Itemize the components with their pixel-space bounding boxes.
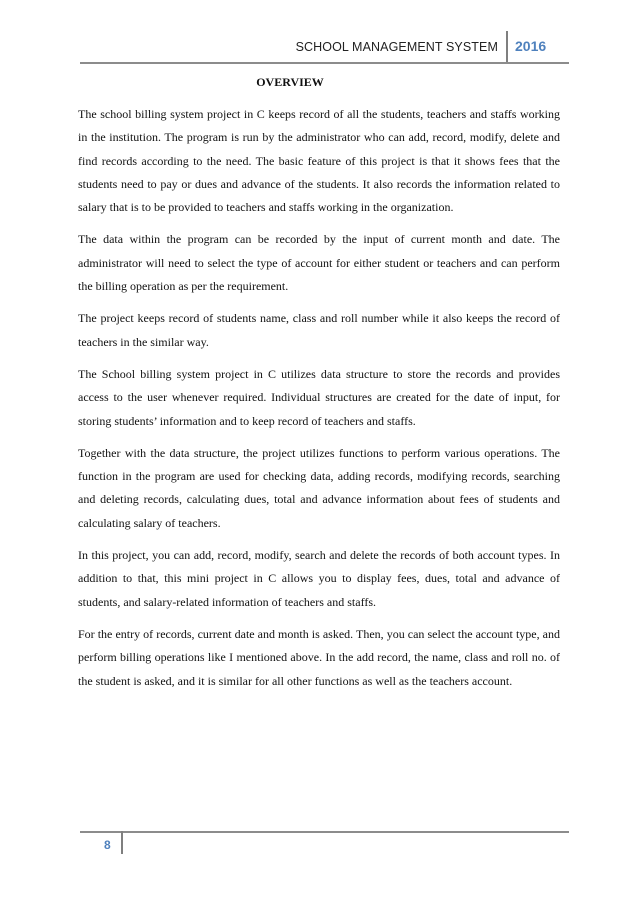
paragraph-4: The School billing system project in C utilizes data structure to store the records and provides access to the user whenever required. Individual structures are created for the date of input, for storing students’ information and to keep record of teachers and staffs. (78, 366, 560, 428)
paragraph-2: The data within the program can be recorded by the input of current month and date. The administrator will need to select the type of account for either student or teachers and can perform the billing operation as per the requirement. (78, 232, 560, 294)
page-number: 8 (104, 838, 111, 852)
paragraph-1: The school billing system project in C keeps record of all the students, teachers and staffs working in the institution. The program is run by the administrator who can add, record, modify, delete and find records according to the need. The basic feature of this project is that it shows fees that the students need to pay or dues and advance of the students. It also records the information related to salary that is to be provided to teachers and staffs working in the organization. (78, 107, 560, 215)
paragraph-5: Together with the data structure, the project utilizes functions to perform various operations. The function in the program are used for checking data, adding records, modifying records, searching and deleting records, calculating dues, total and advance information about fees of students and calculating salary of teachers. (78, 445, 560, 530)
header-rule (80, 62, 569, 64)
paragraph-7: For the entry of records, current date and month is asked. Then, you can select the account type, and perform billing operations like I mentioned above. In the add record, the name, class and roll no. of the student is asked, and it is similar for all other functions as well as the teachers account. (78, 626, 560, 688)
paragraph-6: In this project, you can add, record, modify, search and delete the records of both account types. In addition to that, this mini project in C allows you to display fees, dues, total and advance of students, and salary-related information of teachers and staffs. (78, 548, 560, 609)
body-content (78, 103, 560, 702)
header-year: 2016 (515, 38, 547, 54)
page-header (0, 0, 638, 62)
footer-divider (121, 831, 123, 854)
header-title: SCHOOL MANAGEMENT SYSTEM (295, 40, 498, 54)
footer-rule (80, 831, 569, 833)
section-title: OVERVIEW (256, 75, 324, 89)
paragraph-3: The project keeps record of students name, class and roll number while it also keeps the record of teachers in the similar way. (78, 311, 560, 349)
header-divider (506, 31, 508, 64)
